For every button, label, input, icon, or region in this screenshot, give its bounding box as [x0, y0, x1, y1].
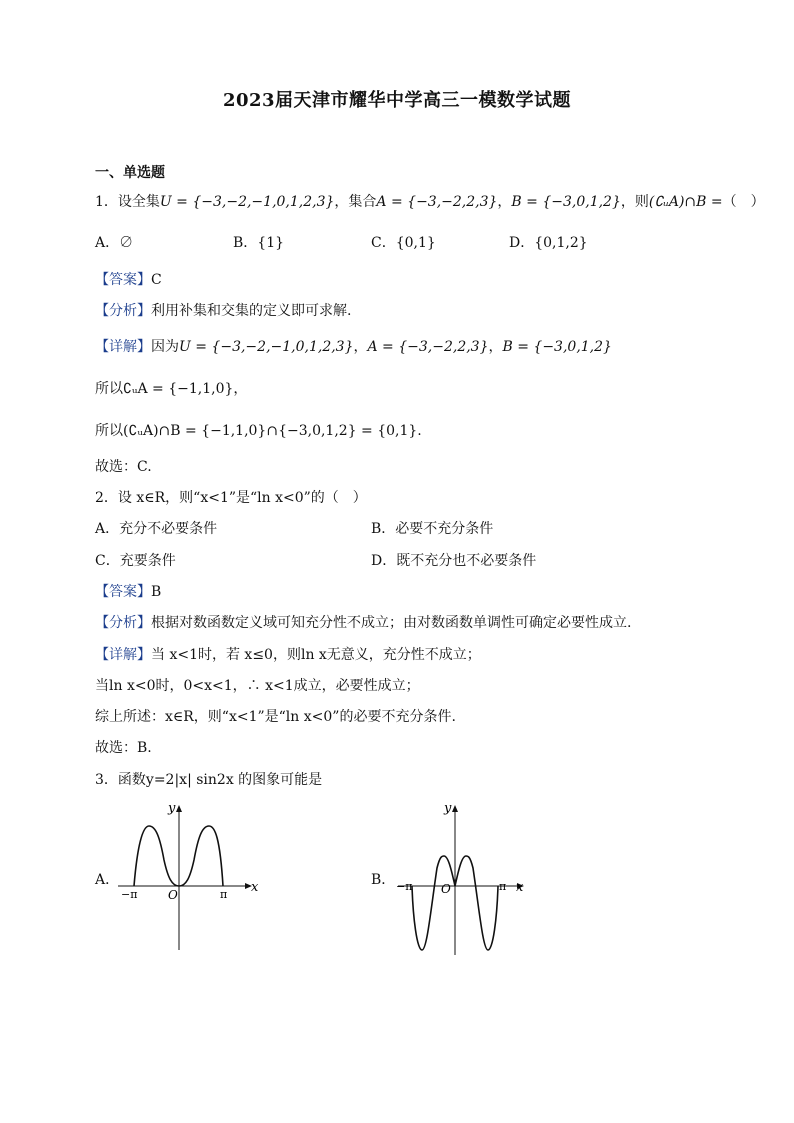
- q1-mid1: ，集合: [334, 194, 377, 210]
- q2-detail-text: 当 x<1时，若 x≤0，则ln x无意义，充分性不成立；: [151, 647, 481, 663]
- q2-answer-value: B: [151, 584, 162, 600]
- q1-option-d: D．{0,1,2}: [509, 235, 588, 251]
- q1-paren: （ ）: [722, 194, 765, 210]
- q2-answer: [95, 582, 161, 602]
- q1-analysis: [95, 301, 351, 321]
- q1-answer: [95, 270, 162, 290]
- q2-option-b: B．必要不充分条件: [371, 521, 494, 537]
- pi-label: π: [499, 880, 507, 893]
- origin-label: O: [441, 882, 451, 896]
- detail-tag: 【详解】: [95, 647, 151, 663]
- q2-analysis: [95, 613, 631, 633]
- q1-detail-sep2: ，: [488, 339, 503, 355]
- q2-analysis-text: 根据对数函数定义域可知充分性不成立；由对数函数单调性可确定必要性成立.: [151, 615, 632, 631]
- analysis-tag: 【分析】: [95, 303, 151, 319]
- q1-detail-line2: 所以∁ᵤA = {−1,1,0}，: [95, 381, 248, 397]
- pi-label: π: [220, 888, 228, 901]
- neg-pi-label: −π: [396, 880, 413, 893]
- q1-mid2: ，则: [620, 194, 649, 210]
- q1-u-set: U = {−3,−2,−1,0,1,2,3}: [159, 194, 335, 210]
- q1-detail-u: U = {−3,−2,−1,0,1,2,3}: [179, 339, 354, 355]
- q1-option-c: C．{0,1}: [371, 235, 436, 251]
- q2-option-c: C．充要条件: [95, 553, 176, 569]
- detail-tag: 【详解】: [95, 339, 151, 355]
- q1-stem: [95, 192, 765, 212]
- q1-detail: [95, 337, 612, 357]
- q1-detail-sep1: ，: [353, 339, 368, 355]
- q1-expr: (∁ᵤA)∩B =: [648, 194, 723, 210]
- axis-y-label: y: [168, 801, 176, 816]
- q2-stem: 2．设 x∈R，则“x<1”是“ln x<0”的（ ）: [95, 490, 367, 506]
- q1-detail-a: A = {−3,−2,2,3}: [367, 339, 489, 355]
- q3-figure-b-label: B．: [371, 872, 396, 888]
- y-axis-arrow: [176, 805, 182, 812]
- answer-tag: 【答案】: [95, 584, 151, 600]
- q2-detail: [95, 645, 481, 665]
- y-axis-arrow: [452, 805, 458, 812]
- q1-option-a: A．∅: [95, 235, 134, 251]
- q1-conclusion: 故选：C.: [95, 459, 152, 475]
- q1-analysis-text: 利用补集和交集的定义即可求解.: [151, 303, 352, 319]
- q1-detail-prefix: 因为: [151, 339, 179, 355]
- q1-a-set: A = {−3,−2,2,3}: [376, 194, 498, 210]
- axis-y-label: y: [444, 801, 452, 816]
- axis-x-label: x: [251, 880, 259, 895]
- q2-detail-line3: 综上所述：x∈R，则“x<1”是“ln x<0”的必要不充分条件.: [95, 709, 456, 725]
- q1-stem-prefix: 1．设全集: [95, 194, 160, 210]
- q2-option-a: A．充分不必要条件: [95, 521, 218, 537]
- q3-figure-a: [112, 798, 262, 953]
- origin-label: O: [168, 888, 178, 902]
- neg-pi-label: −π: [121, 888, 138, 901]
- q2-conclusion: 故选：B.: [95, 740, 152, 756]
- section-heading: 一、单选题: [95, 165, 165, 181]
- q3-figure-b: [392, 798, 542, 958]
- axis-x-label: x: [516, 880, 524, 895]
- q1-sep: ，: [497, 194, 512, 210]
- q1-answer-value: C: [151, 272, 162, 288]
- q3-stem: 3．函数y=2|x| sin2x 的图象可能是: [95, 772, 323, 788]
- q2-detail-line2: 当ln x<0时，0<x<1，∴ x<1成立，必要性成立；: [95, 678, 420, 694]
- q2-option-d: D．既不充分也不必要条件: [371, 553, 537, 569]
- page-title: 2023届天津市耀华中学高三一模数学试题: [222, 90, 572, 111]
- q3-figure-a-label: A．: [95, 872, 120, 888]
- analysis-tag: 【分析】: [95, 615, 151, 631]
- q1-detail-line3: 所以(∁ᵤA)∩B = {−1,1,0}∩{−3,0,1,2} = {0,1}.: [95, 423, 422, 439]
- q1-option-b: B．{1}: [233, 235, 285, 251]
- answer-tag: 【答案】: [95, 272, 151, 288]
- q1-b-set: B = {−3,0,1,2}: [511, 194, 621, 210]
- q1-detail-b: B = {−3,0,1,2}: [502, 339, 612, 355]
